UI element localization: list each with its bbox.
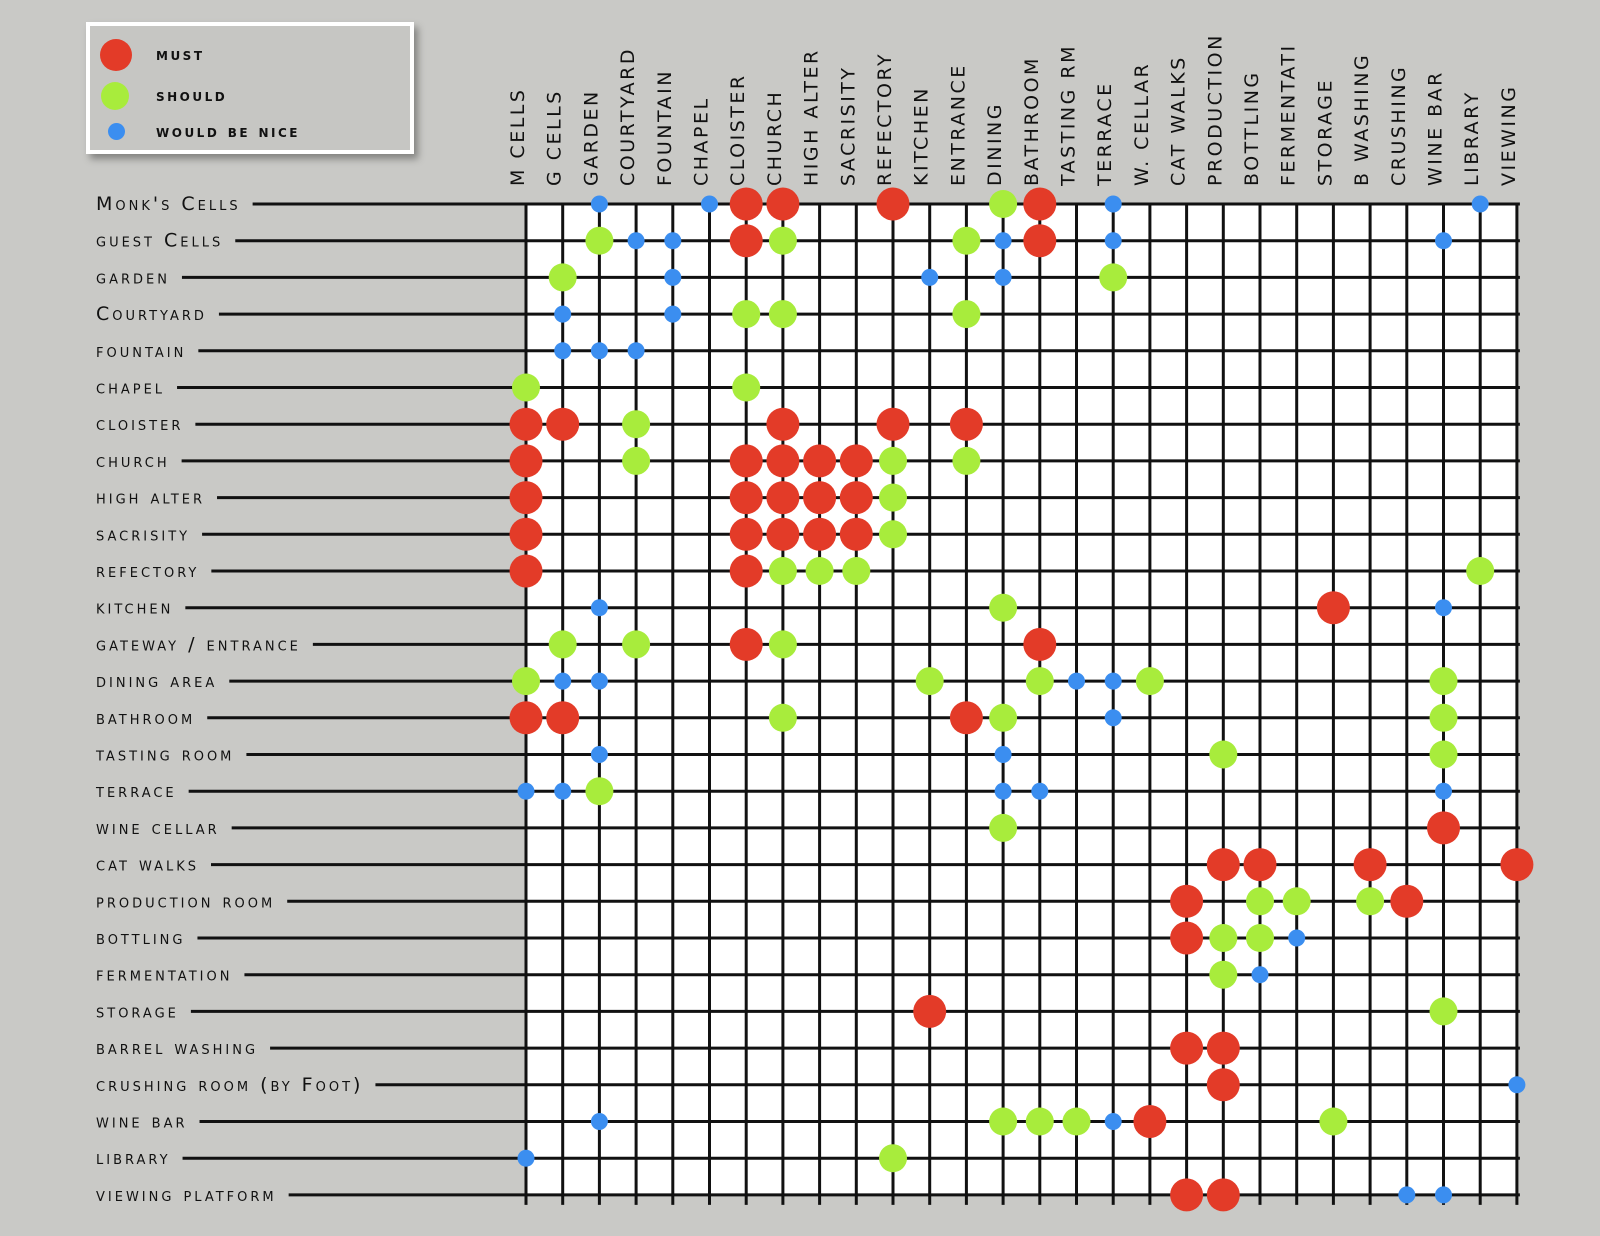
row-label: church [96,449,170,472]
column-label: KITCHEN [910,86,933,186]
row-label: crushing room (by Foot) [96,1073,364,1096]
row-label: sacrisity [96,523,191,546]
must-dot [730,444,763,477]
should-dot [1026,1108,1054,1136]
must-dot [1354,848,1387,881]
must-dot [1023,188,1056,221]
would-be-nice-dot [1105,1113,1122,1130]
would-be-nice-dot [591,342,608,359]
must-dot [840,481,873,514]
should-dot [1356,887,1384,915]
must-dot [1207,1032,1240,1065]
must-dot [1207,1178,1240,1211]
row-label: wine cellar [96,816,220,839]
would-be-nice-dot [628,232,645,249]
would-be-nice-dot [1398,1186,1415,1203]
must-dot [766,444,799,477]
should-dot [989,190,1017,218]
column-label: STORAGE [1314,78,1337,186]
must-dot [1170,885,1203,918]
legend-label-must: must [156,45,205,65]
column-label: FERMENTATI [1277,43,1300,186]
must-dot [1170,922,1203,955]
column-label: M CELLS [507,87,529,186]
row-label: refectory [96,560,200,582]
column-label: CAT WALKS [1167,55,1190,186]
would-be-nice-dot [554,306,571,323]
would-be-nice-dot [1105,673,1122,690]
must-dot [510,444,543,477]
must-dot [840,518,873,551]
row-label: gateway / entrance [96,633,301,656]
would-be-nice-dot [1105,196,1122,213]
should-dot [622,630,650,658]
must-dot [546,408,579,441]
would-be-nice-dot [554,783,571,800]
row-label: cloister [96,413,184,436]
must-dot [766,408,799,441]
column-label: BOTTLING [1241,70,1263,186]
grid-background [526,204,1517,1195]
should-dot [1026,667,1054,695]
would-be-nice-dot [995,269,1012,286]
row-label: garden [96,266,170,289]
should-dot [879,447,907,475]
row-label: terrace [96,780,177,803]
must-dot [546,701,579,734]
must-dot [1244,848,1277,881]
would-be-nice-dot [1105,232,1122,249]
legend-label-should: should [156,86,228,106]
column-label: CHURCH [763,89,786,186]
would-be-nice-dot [664,306,681,323]
would-be-nice-dot [1435,1186,1452,1203]
must-dot [803,481,836,514]
column-label: CRUSHING [1387,64,1410,186]
row-label: dining area [96,670,218,693]
should-dot [769,300,797,328]
column-label: B WASHING [1351,52,1374,186]
would-be-nice-dot [591,746,608,763]
would-be-nice-dot [554,673,571,690]
would-be-nice-dot [628,342,645,359]
would-be-nice-dot [591,196,608,213]
should-dot [879,484,907,512]
column-label: CLOISTER [727,73,750,186]
should-dot [1319,1108,1347,1136]
must-dot [730,628,763,661]
row-label: storage [96,1000,179,1023]
column-label: DINING [984,102,1007,186]
should-dot [989,704,1017,732]
must-dot [1133,1105,1166,1138]
would-be-nice-dot [664,232,681,249]
row-label: bottling [96,927,186,949]
must-dot [1023,224,1056,257]
must-dot [510,555,543,588]
should-dot [1209,924,1237,952]
must-dot [510,701,543,734]
column-label: ENTRANCE [947,63,970,186]
would-be-nice-dot [591,1113,608,1130]
would-be-nice-dot [518,783,535,800]
should-dot [585,227,613,255]
must-dot [1170,1178,1203,1211]
should-dot [989,1108,1017,1136]
should-dot [952,300,980,328]
row-label: production room [96,890,276,913]
would-be-nice-dot [554,342,571,359]
must-dot [950,701,983,734]
should-dot [769,557,797,585]
should-dot [769,227,797,255]
column-label: LIBRARY [1461,90,1484,186]
should-dot [989,594,1017,622]
row-label: fermentation [96,963,233,986]
should-dot [1099,263,1127,291]
should-dot [622,447,650,475]
column-label: CHAPEL [690,96,713,186]
row-label: tasting room [96,743,235,766]
must-dot [840,444,873,477]
would-be-nice-dot [591,599,608,616]
must-dot [730,188,763,221]
must-dot [913,995,946,1028]
would-be-nice-dot [701,196,718,213]
should-dot [1246,924,1274,952]
must-dot [730,224,763,257]
must-dot [1317,591,1350,624]
should-dot [879,1144,907,1172]
row-label: high alter [96,486,206,509]
must-dot [766,188,799,221]
column-label: REFECTORY [874,51,896,186]
would-be-nice-dot [1252,966,1269,983]
must-dot [803,518,836,551]
row-label: viewing platform [96,1183,277,1206]
row-label: barrel washing [96,1037,259,1060]
column-label: TASTING RM [1057,44,1080,186]
should-dot [585,777,613,805]
would-be-nice-dot [1105,709,1122,726]
should-dot [1136,667,1164,695]
column-label: TERRACE [1094,81,1117,186]
would-be-nice-dot [1031,783,1048,800]
column-label: BATHROOM [1020,56,1043,186]
must-dot [1390,885,1423,918]
column-label: PRODUCTION [1204,33,1227,186]
must-dot [766,481,799,514]
should-dot [1430,997,1458,1025]
must-dot [1500,848,1533,881]
should-dot [549,630,577,658]
should-dot [806,557,834,585]
row-label: Monk's Cells [96,193,241,215]
should-dot [842,557,870,585]
should-dot [622,410,650,438]
column-label: WINE BAR [1424,70,1447,186]
should-dot [1209,961,1237,989]
would-be-nice-dot [1068,673,1085,690]
must-dot [730,481,763,514]
must-dot [950,408,983,441]
should-dot [1246,887,1274,915]
must-dot [510,481,543,514]
should-dot [1430,667,1458,695]
should-dot [769,704,797,732]
row-label: guest Cells [96,229,224,252]
should-dot [1209,741,1237,769]
row-label: fountain [96,339,187,362]
should-dot [1063,1108,1091,1136]
would-be-nice-dot [1435,232,1452,249]
row-label: library [96,1147,171,1170]
should-dot [1283,887,1311,915]
must-dot [1170,1032,1203,1065]
must-dot [510,518,543,551]
would-be-nice-dot [518,1150,535,1167]
must-dot [1207,1068,1240,1101]
would-be-nice-dot [995,783,1012,800]
row-label: bathroom [96,706,196,729]
would-be-nice-dot [1508,1076,1525,1093]
should-dot [1430,704,1458,732]
would-be-nice-dot [664,269,681,286]
should-dot [1430,741,1458,769]
must-dot [510,408,543,441]
row-label: Courtyard [96,303,207,326]
would-be-nice-dot [1288,930,1305,947]
must-dot [730,518,763,551]
should-dot [549,263,577,291]
would-be-nice-dot [1435,599,1452,616]
must-dot [1427,811,1460,844]
column-label: GARDEN [580,89,603,186]
would-be-nice-dot [591,673,608,690]
should-dot [732,374,760,402]
should-dot [916,667,944,695]
would-be-nice-dot [995,232,1012,249]
legend-label-would-be-nice: would be nice [156,122,300,142]
row-label: kitchen [96,596,174,619]
must-dot [766,518,799,551]
column-label: COURTYARD [617,46,640,186]
should-dot [1466,557,1494,585]
must-dot [877,408,910,441]
would-be-nice-dot [995,746,1012,763]
should-dot [952,227,980,255]
row-label: chapel [96,376,166,399]
must-dot [730,555,763,588]
column-label: VIEWING [1497,84,1520,186]
should-dot [732,300,760,328]
must-dot [877,188,910,221]
should-dot [879,520,907,548]
would-be-nice-dot [1435,783,1452,800]
column-label: FOUNTAIN [653,69,676,186]
must-dot [1207,848,1240,881]
column-label: W. CELLAR [1130,61,1153,186]
column-label: SACRISITY [837,65,860,186]
row-label: wine bar [96,1110,188,1133]
should-dot [769,630,797,658]
should-dot [512,374,540,402]
would-be-nice-dot [1472,196,1489,213]
must-dot [1023,628,1056,661]
column-label: G CELLS [543,89,566,186]
should-dot [952,447,980,475]
should-dot [989,814,1017,842]
row-label: cat walks [96,853,199,876]
should-dot [512,667,540,695]
would-be-nice-dot [921,269,938,286]
must-dot [803,444,836,477]
column-label: HIGH ALTER [800,48,823,186]
